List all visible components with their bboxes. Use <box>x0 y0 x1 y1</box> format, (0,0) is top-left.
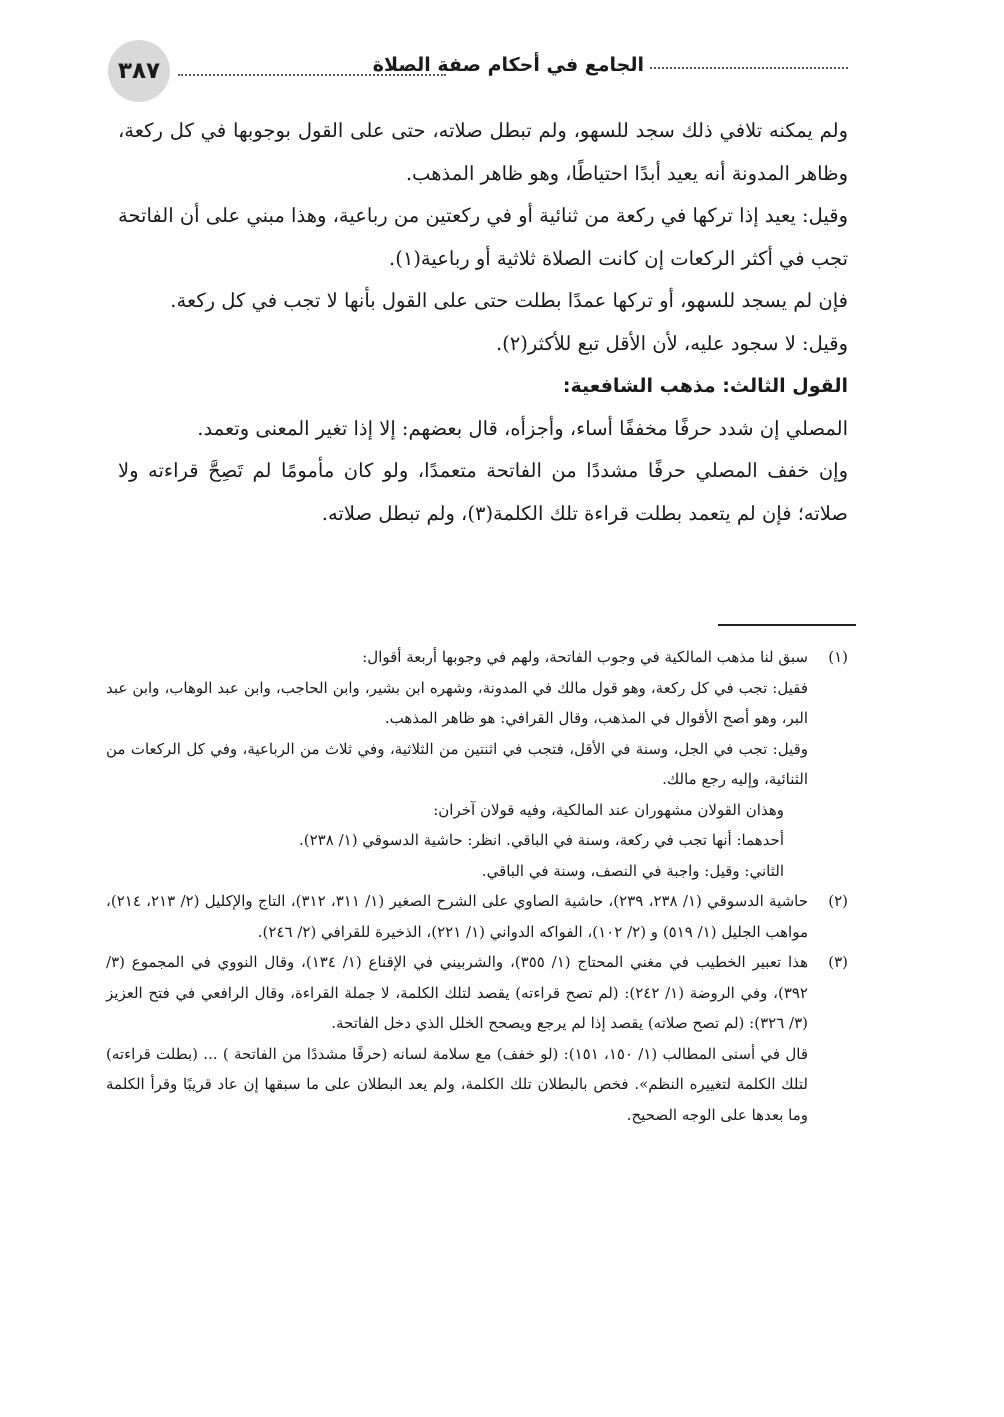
section-heading: القول الثالث: مذهب الشافعية: <box>562 375 848 397</box>
footnote-line: أحدهما: أنها تجب في ركعة، وسنة في الباقي. انظر: حاشية الدسوقي (١/ ٢٣٨). <box>299 831 784 849</box>
paragraph-4: وقيل: لا سجود عليه، لأن الأقل تبع للأكثر(٢). <box>495 331 848 355</box>
footnote-1 <box>106 642 848 886</box>
page-header <box>108 40 848 100</box>
footnote-number: (١) <box>828 648 848 666</box>
paragraph-1: ولم يمكنه تلافي ذلك سجد للسهو، ولم تبطل صلاته، حتى على القول بوجوبها في كل ركعة، وظاهر المدونة أنه يعيد أبدًا احتياطًا، وهو ظاهر المذهب. <box>118 119 848 185</box>
footnote-line: قال في أسنى المطالب (١/ ١٥٠، ١٥١): (لو خفف) مع سلامة لسانه (حرفًا مشددًا من الفاتحة ) ... (بطلت قراءته) لتلك الكلمة لتغييره النظم». فخص بالبطلان تلك الكلمة، ولم يعد البطلان على ما سبقها إن عاد قريبًا وقرأ الكلمة وما بعدها على الوجه الصحيح. <box>106 1044 808 1124</box>
footnote-number: (٣) <box>828 953 848 971</box>
footnote-line: وقيل: تجب في الجل، وسنة في الأقل، فتجب في اثنتين من الثلاثية، وفي ثلاث من الرباعية، وفي كل الركعات من الثنائية، وإليه رجع مالك. <box>106 739 808 788</box>
footnote-3 <box>106 947 848 1130</box>
footnote-number: (٢) <box>828 892 848 910</box>
paragraph-6: وإن خفف المصلي حرفًا مشددًا من الفاتحة متعمدًا، ولو كان مأمومًا لم تَصِحَّ قراءته ولا صلاته؛ فإن لم يتعمد بطلت قراءة تلك الكلمة(٣)، ولم تبطل صلاته. <box>118 459 848 525</box>
footnote-line: وهذان القولان مشهوران عند المالكية، وفيه قولان آخران: <box>433 800 784 819</box>
page-number: ٣٨٧ <box>108 40 170 102</box>
main-text <box>118 110 848 535</box>
footnote-line: سبق لنا مذهب المالكية في وجوب الفاتحة، ولهم في وجوبها أربعة أقوال: <box>362 648 808 666</box>
footnote-separator <box>718 624 856 626</box>
paragraph-2: وقيل: يعيد إذا تركها في ركعة من ثنائية أو في ركعتين من رباعية، وهذا مبني على أن الفاتحة تجب في أكثر الركعات إن كانت الصلاة ثلاثية أو رباعية(١). <box>118 204 848 270</box>
header-dotted-line-right <box>650 67 848 69</box>
footnote-line: فقيل: تجب في كل ركعة، وهو قول مالك في المدونة، وشهره ابن بشير، وابن الحاجب، وابن عبد الوهاب، وابن عبد البر، وهو أصح الأقوال في المذهب، وقال القرافي: هو ظاهر المذهب. <box>106 678 808 727</box>
footnote-line: هذا تعبير الخطيب في مغني المحتاج (١/ ٣٥٥)، والشربيني في الإقناع (١/ ١٣٤)، وقال النووي في المجموع (٣/ ٣٩٢)، وفي الروضة (١/ ٢٤٢): (لم تصح قراءته) يقصد لتلك الكلمة، لا جملة القراءة، وقال الرافعي في فتح العزيز (٣/ ٣٢٦): (لم تصح صلاته) يقصد إذا لم يرجع ويصحح الخلل الذي دخل الفاتحة. <box>106 953 808 1032</box>
paragraph-3: فإن لم يسجد للسهو، أو تركها عمدًا بطلت حتى على القول بأنها لا تجب في كل ركعة. <box>170 289 848 312</box>
book-title: الجامع في أحكام صفة الصلاة <box>372 54 644 76</box>
footnote-2 <box>106 886 848 947</box>
footnote-line: الثاني: وقيل: واجبة في النصف، وسنة في الباقي. <box>481 861 784 880</box>
footnote-line: حاشية الدسوقي (١/ ٢٣٨، ٢٣٩)، حاشية الصاوي على الشرح الصغير (١/ ٣١١، ٣١٢)، التاج والإكليل (٢/ ٢١٣، ٢١٤)، مواهب الجليل (١/ ٥١٩) و (٢/ ١٠٢)، الفواكه الدواني (١/ ٢٢١)، الذخيرة للقرافي (٢/ ٢٤٦). <box>106 892 809 941</box>
paragraph-5: المصلي إن شدد حرفًا مخففًا أساء، وأجزأه، قال بعضهم: إلا إذا تغير المعنى وتعمد. <box>197 416 848 440</box>
footnotes <box>106 642 848 1130</box>
